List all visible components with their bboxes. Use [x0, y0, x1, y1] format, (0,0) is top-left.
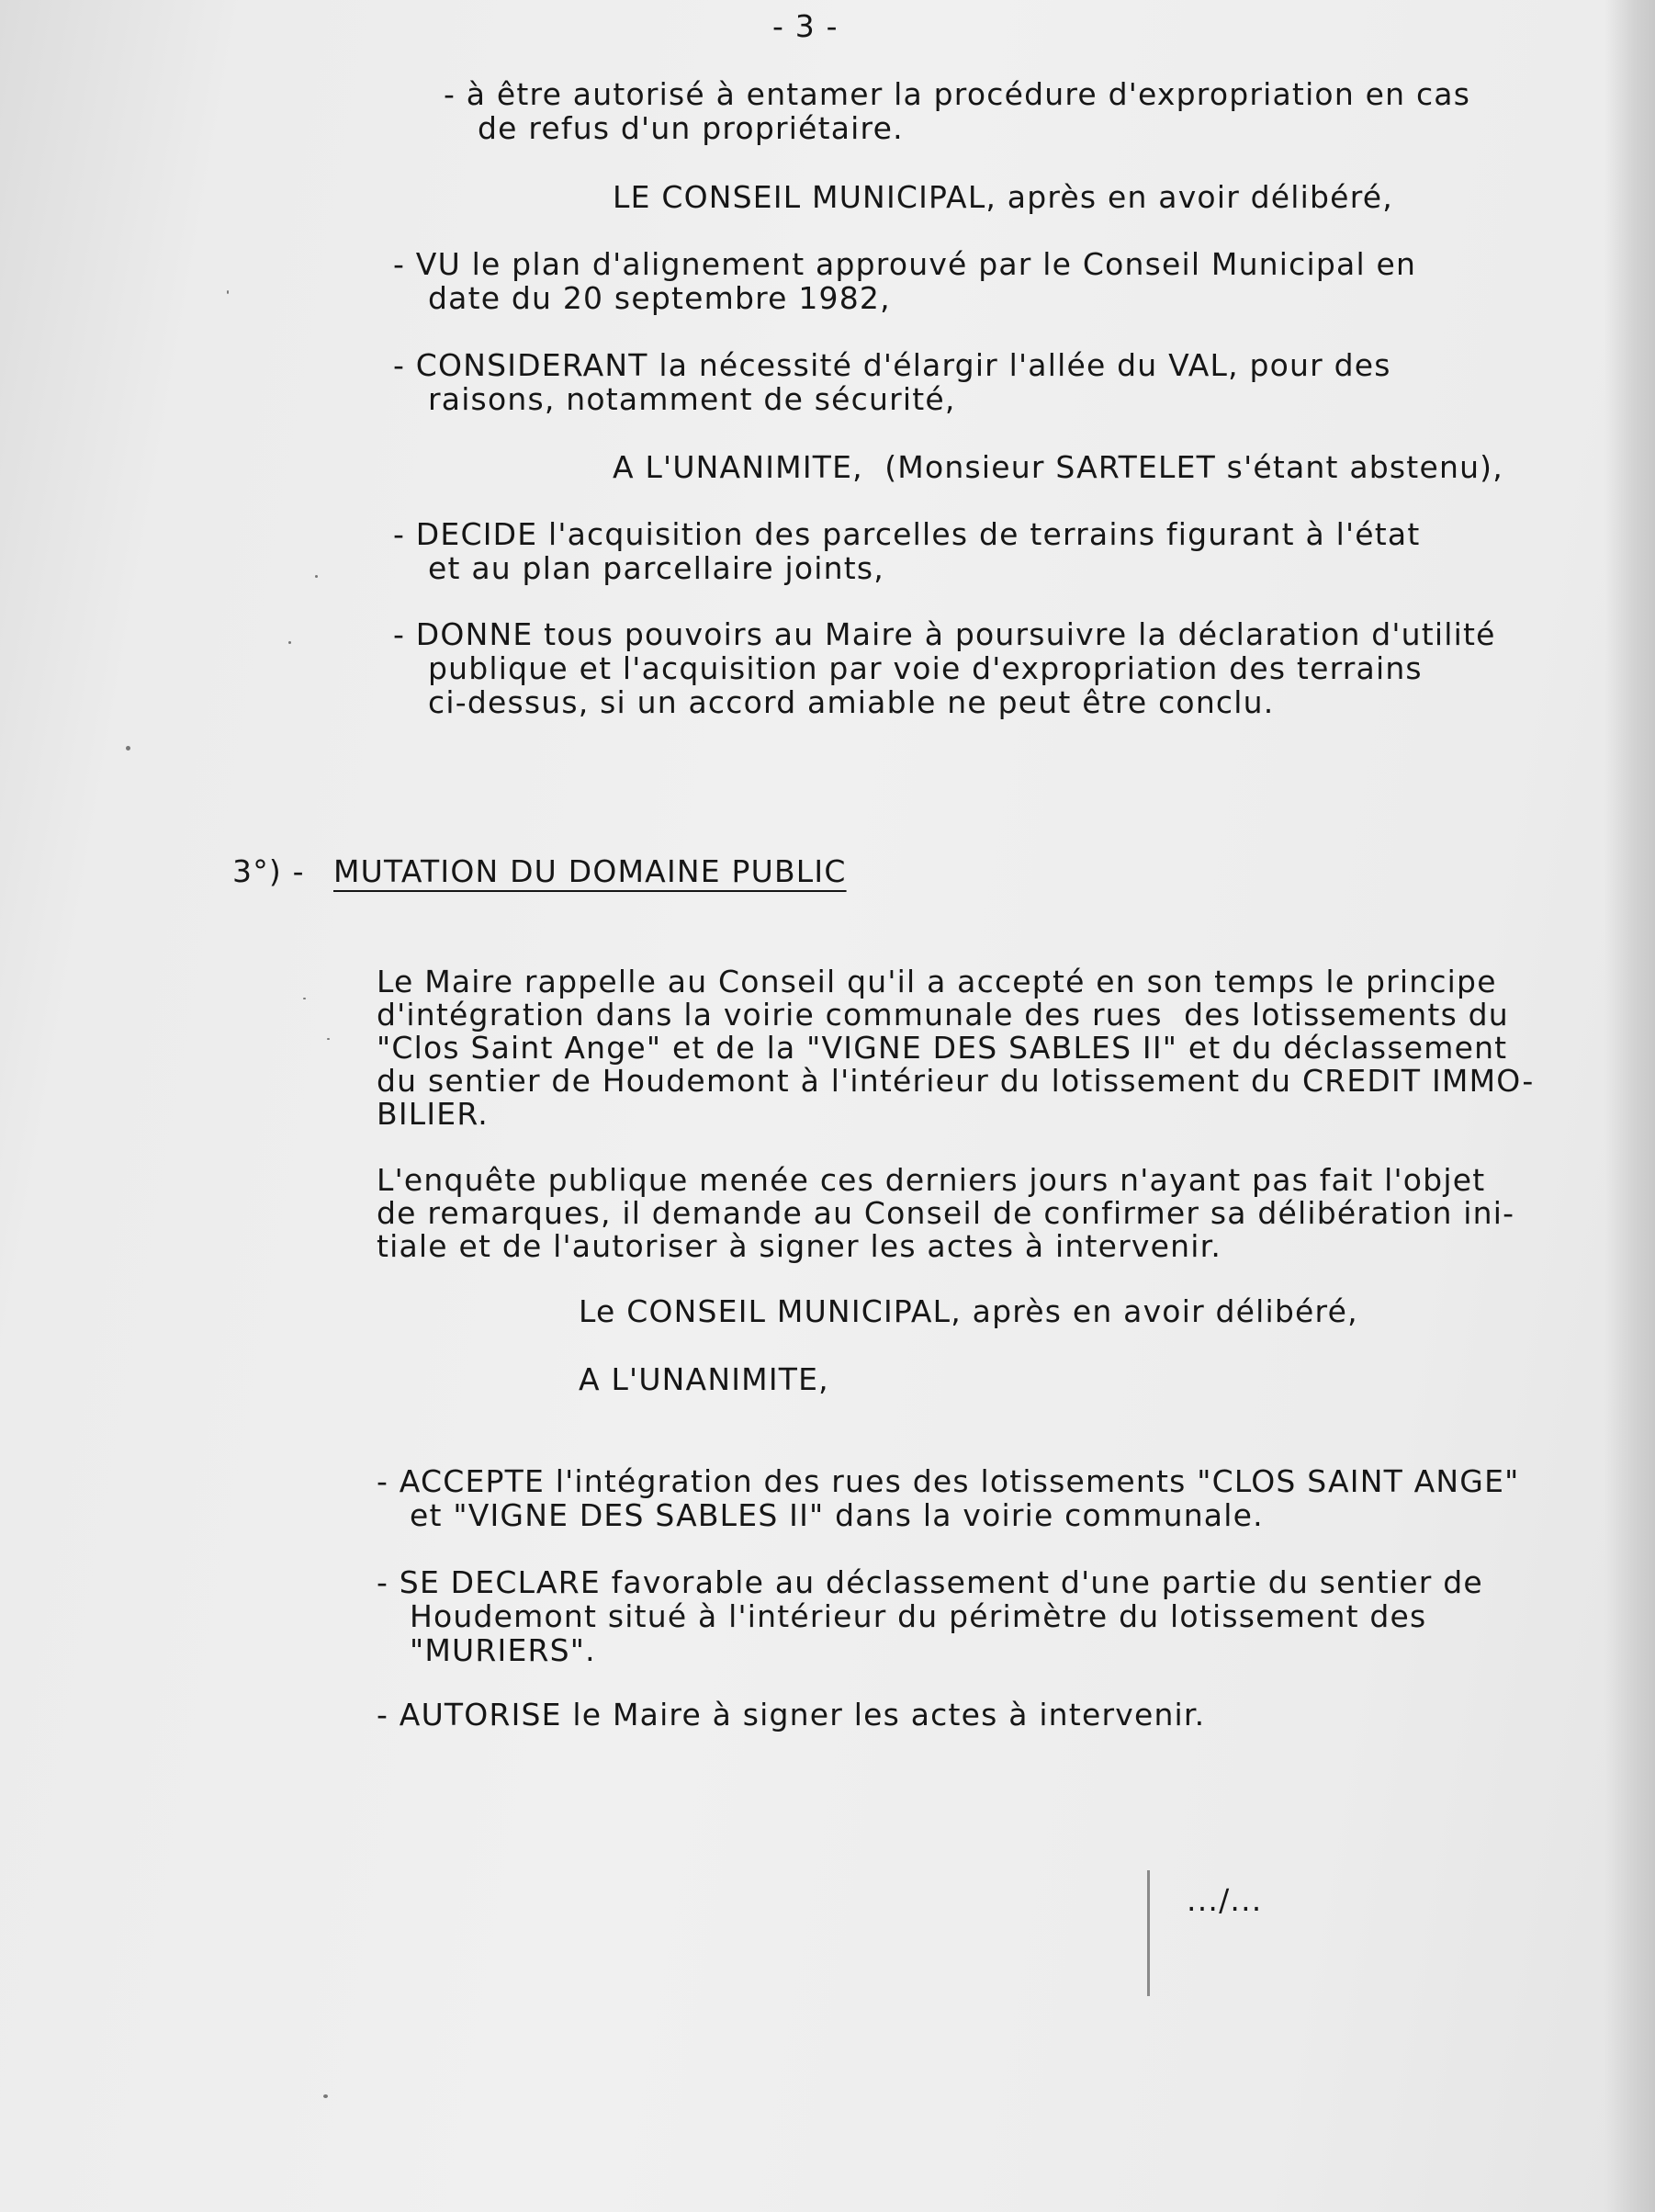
scan-speck	[126, 746, 130, 750]
margin-rule	[1147, 1870, 1150, 1996]
section-title: MUTATION DU DOMAINE PUBLIC	[333, 853, 847, 889]
text-line: - CONSIDERANT la nécessité d'élargir l'allée du VAL, pour des	[393, 347, 1391, 383]
scan-speck	[315, 575, 318, 578]
continuation-marker: .../...	[1187, 1882, 1263, 1918]
scan-speck	[227, 290, 229, 294]
scan-speck	[303, 998, 306, 999]
text-line: - SE DECLARE favorable au déclassement d'une partie du sentier de	[377, 1564, 1483, 1600]
text-line: - DONNE tous pouvoirs au Maire à poursuivre la déclaration d'utilité	[393, 616, 1496, 652]
council-deliberation-heading: LE CONSEIL MUNICIPAL, après en avoir délibéré,	[613, 179, 1393, 215]
text-line: - ACCEPTE l'intégration des rues des lotissements "CLOS SAINT ANGE"	[377, 1463, 1520, 1499]
text-line: date du 20 septembre 1982,	[428, 280, 891, 316]
text-line: Houdemont situé à l'intérieur du périmètre du lotissement des	[410, 1598, 1427, 1634]
text-line: Le Maire rappelle au Conseil qu'il a accepté en son temps le principe	[377, 964, 1497, 999]
text-line: de refus d'un propriétaire.	[478, 110, 904, 146]
vote-result-line: A L'UNANIMITE,	[579, 1361, 829, 1397]
text-line: d'intégration dans la voirie communale des rues des lotissements du	[377, 997, 1509, 1033]
text-line: - à être autorisé à entamer la procédure d'expropriation en cas	[444, 76, 1471, 112]
page-number: - 3 -	[772, 8, 839, 44]
text-line: - VU le plan d'alignement approuvé par le Conseil Municipal en	[393, 246, 1417, 282]
text-line: - DECIDE l'acquisition des parcelles de terrains figurant à l'état	[393, 516, 1421, 552]
text-line: L'enquête publique menée ces derniers jours n'ayant pas fait l'objet	[377, 1162, 1486, 1198]
text-line: du sentier de Houdemont à l'intérieur du lotissement du CREDIT IMMO-	[377, 1063, 1535, 1099]
vote-result-line: A L'UNANIMITE, (Monsieur SARTELET s'étant abstenu),	[613, 449, 1503, 485]
text-line: et "VIGNE DES SABLES II" dans la voirie communale.	[410, 1497, 1264, 1533]
council-deliberation-heading: Le CONSEIL MUNICIPAL, après en avoir délibéré,	[579, 1293, 1358, 1329]
text-line: et au plan parcellaire joints,	[428, 550, 884, 586]
text-line: - AUTORISE le Maire à signer les actes à intervenir.	[377, 1697, 1206, 1732]
text-line: raisons, notamment de sécurité,	[428, 381, 956, 417]
text-line: "Clos Saint Ange" et de la "VIGNE DES SABLES II" et du déclassement	[377, 1030, 1508, 1066]
text-line: BILIER.	[377, 1096, 489, 1132]
text-line: ci-dessus, si un accord amiable ne peut être conclu.	[428, 684, 1275, 720]
scan-speck	[288, 641, 291, 644]
text-line: "MURIERS".	[410, 1632, 596, 1668]
scan-speck	[323, 2094, 328, 2098]
page-edge-shadow	[1604, 0, 1655, 2212]
scan-speck	[327, 1038, 330, 1040]
text-line: de remarques, il demande au Conseil de confirmer sa délibération ini-	[377, 1195, 1515, 1231]
text-line: publique et l'acquisition par voie d'expropriation des terrains	[428, 650, 1423, 686]
section-number: 3°) -	[232, 853, 305, 889]
text-line: tiale et de l'autoriser à signer les actes à intervenir.	[377, 1228, 1222, 1264]
